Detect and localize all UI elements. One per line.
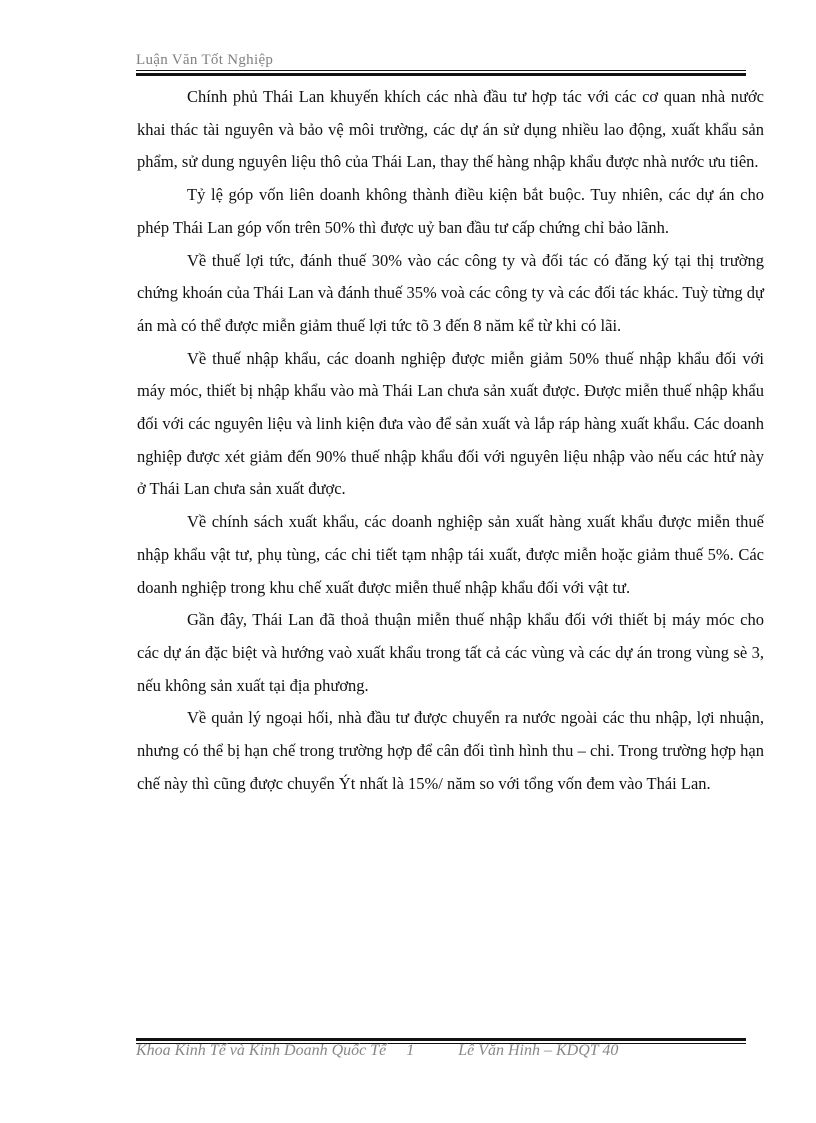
- paragraph: Về thuế nhập khẩu, các doanh nghiệp được miễn giảm 50% thuế nhập khẩu đối với máy móc, thiết bị nhập khẩu vào mà Thái Lan chưa sản xuất được. Được miễn thuế nhập khẩu đối với các nguyên liệu và linh kiện đưa vào để sản xuất và lắp ráp hàng xuất khẩu. Các doanh nghiệp được xét giảm đến 90% thuế nhập khẩu đối với nguyên liệu nhập vào nếu các htứ này ở Thái Lan chưa sản xuất được.: [137, 348, 764, 499]
- page-header: [136, 51, 746, 69]
- paragraph: Tỷ lệ góp vốn liên doanh không thành điều kiện bắt buộc. Tuy nhiên, các dự án cho phép Thái Lan góp vốn trên 50% thì được uỷ ban đầu tư cấp chứng chỉ bảo lãnh.: [137, 185, 764, 237]
- footer-text: [136, 1042, 746, 1060]
- paragraph: Gần đây, Thái Lan đã thoả thuận miễn thuế nhập khẩu đối với thiết bị máy móc cho các dự án đặc biệt và hướng vaò xuất khẩu trong tất cả các vùng và các dự án trong vùng sè 3, nếu không sản xuất tại địa phương.: [137, 610, 764, 695]
- document-body: [137, 81, 764, 800]
- header-rule-thin: [136, 70, 746, 71]
- header-rule-thick: [136, 73, 746, 76]
- paragraph: Về thuế lợi tức, đánh thuế 30% vào các công ty và đối tác có đăng ký tại thị trường chứng khoán của Thái Lan và đánh thuế 35% voà các công ty và các đối tác khác. Tuỳ từng dự án mà có thể được miễn giảm thuế lợi tức tõ 3 đến 8 năm kể từ khi có lãi.: [137, 250, 764, 335]
- header-title: Luận Văn Tốt Nghiệp: [136, 52, 274, 68]
- footer-page-number: 1: [406, 1042, 415, 1059]
- footer-faculty: Khoa Kinh Tế và Kinh Doanh Quốc Tế: [136, 1042, 387, 1059]
- footer-author: Lê Văn Hinh – KDQT 40: [458, 1042, 619, 1059]
- footer-rule-thick: [136, 1038, 746, 1041]
- paragraph: Về quản lý ngoại hối, nhà đầu tư được chuyển ra nước ngoài các thu nhập, lợi nhuận, nhưng có thể bị hạn chế trong trường hợp để cân đối tình hình thu – chi. Trong trường hợp hạn chế này thì cũng được chuyển Ýt nhất là 15%/ năm so với tổng vốn đem vào Thái Lan.: [137, 708, 764, 793]
- paragraph: Về chính sách xuất khẩu, các doanh nghiệp sản xuất hàng xuất khẩu được miễn thuế nhập khẩu vật tư, phụ tùng, các chi tiết tạm nhập tái xuất, được miễn hoặc giảm thuế 5%. Các doanh nghiệp trong khu chế xuất được miễn thuế nhập khẩu đối với vật tư.: [137, 512, 764, 597]
- paragraph: Chính phủ Thái Lan khuyến khích các nhà đầu tư hợp tác với các cơ quan nhà nước khai thác tài nguyên và bảo vệ môi trường, các dự án sử dụng nhiều lao động, xuất khẩu sản phẩm, sử dung nguyên liệu thô của Thái Lan, thay thế hàng nhập khẩu được nhà nước ưu tiên.: [137, 87, 764, 172]
